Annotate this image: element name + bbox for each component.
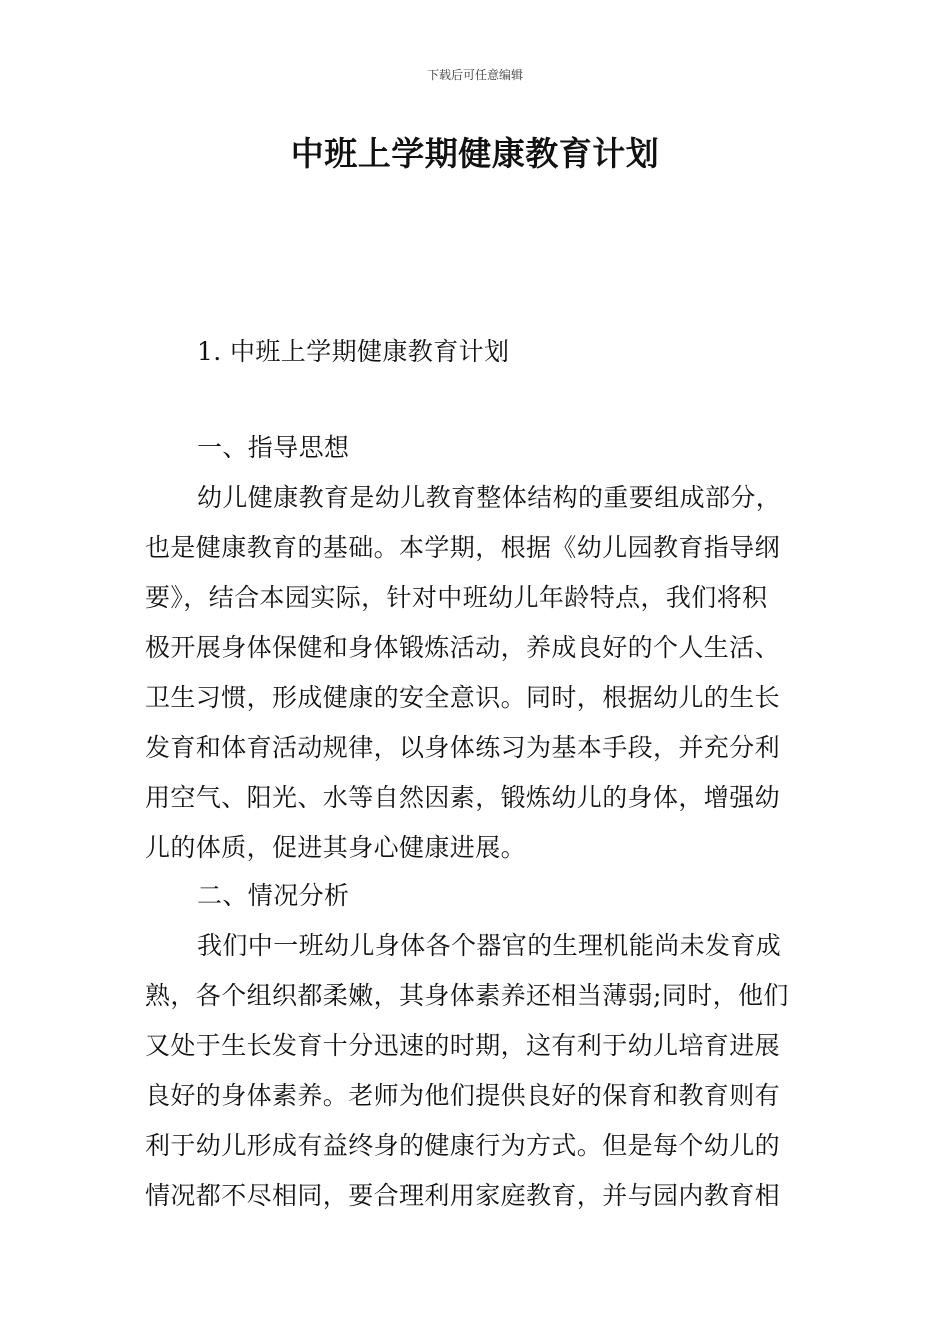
paragraph-line: 儿的体质，促进其身心健康进展。 — [145, 833, 527, 862]
paragraph-line: 幼儿健康教育是幼儿教育整体结构的重要组成部分， — [197, 483, 782, 512]
header-note: 下载后可任意编辑 — [426, 68, 523, 82]
section-number-title: 1. 中班上学期健康教育计划 — [197, 337, 510, 366]
paragraph-line: 要》，结合本园实际，针对中班幼儿年龄特点，我们将积 — [145, 583, 768, 612]
paragraph-line: 极开展身体保健和身体锻炼活动，养成良好的个人生活、 — [145, 633, 781, 662]
paragraph-line: 情况都不尽相同，要合理利用家庭教育，并与园内教育相 — [145, 1181, 781, 1210]
paragraph-line: 卫生习惯，形成健康的安全意识。同时，根据幼儿的生长 — [145, 683, 781, 712]
paragraph-line: 又处于生长发育十分迅速的时期，这有利于幼儿培育进展 — [145, 1031, 781, 1060]
paragraph-line: 也是健康教育的基础。本学期，根据《幼儿园教育指导纲 — [145, 533, 781, 562]
paragraph-line: 利于幼儿形成有益终身的健康行为方式。但是每个幼儿的 — [145, 1131, 781, 1160]
paragraph-line: 发育和体育活动规律，以身体练习为基本手段，并充分利 — [145, 733, 781, 762]
heading-situation-analysis: 二、情况分析 — [197, 881, 350, 910]
paragraph-line: 良好的身体素养。老师为他们提供良好的保育和教育则有 — [145, 1081, 781, 1110]
paragraph-line: 我们中一班幼儿身体各个器官的生理机能尚未发育成 — [197, 931, 782, 960]
paragraph-line: 用空气、阳光、水等自然因素，锻炼幼儿的身体，增强幼 — [145, 783, 781, 812]
paragraph-line: 熟，各个组织都柔嫩，其身体素养还相当薄弱;同时，他们 — [145, 981, 789, 1010]
heading-guiding-thought: 一、指导思想 — [197, 433, 350, 462]
document-title: 中班上学期健康教育计划 — [290, 134, 660, 173]
